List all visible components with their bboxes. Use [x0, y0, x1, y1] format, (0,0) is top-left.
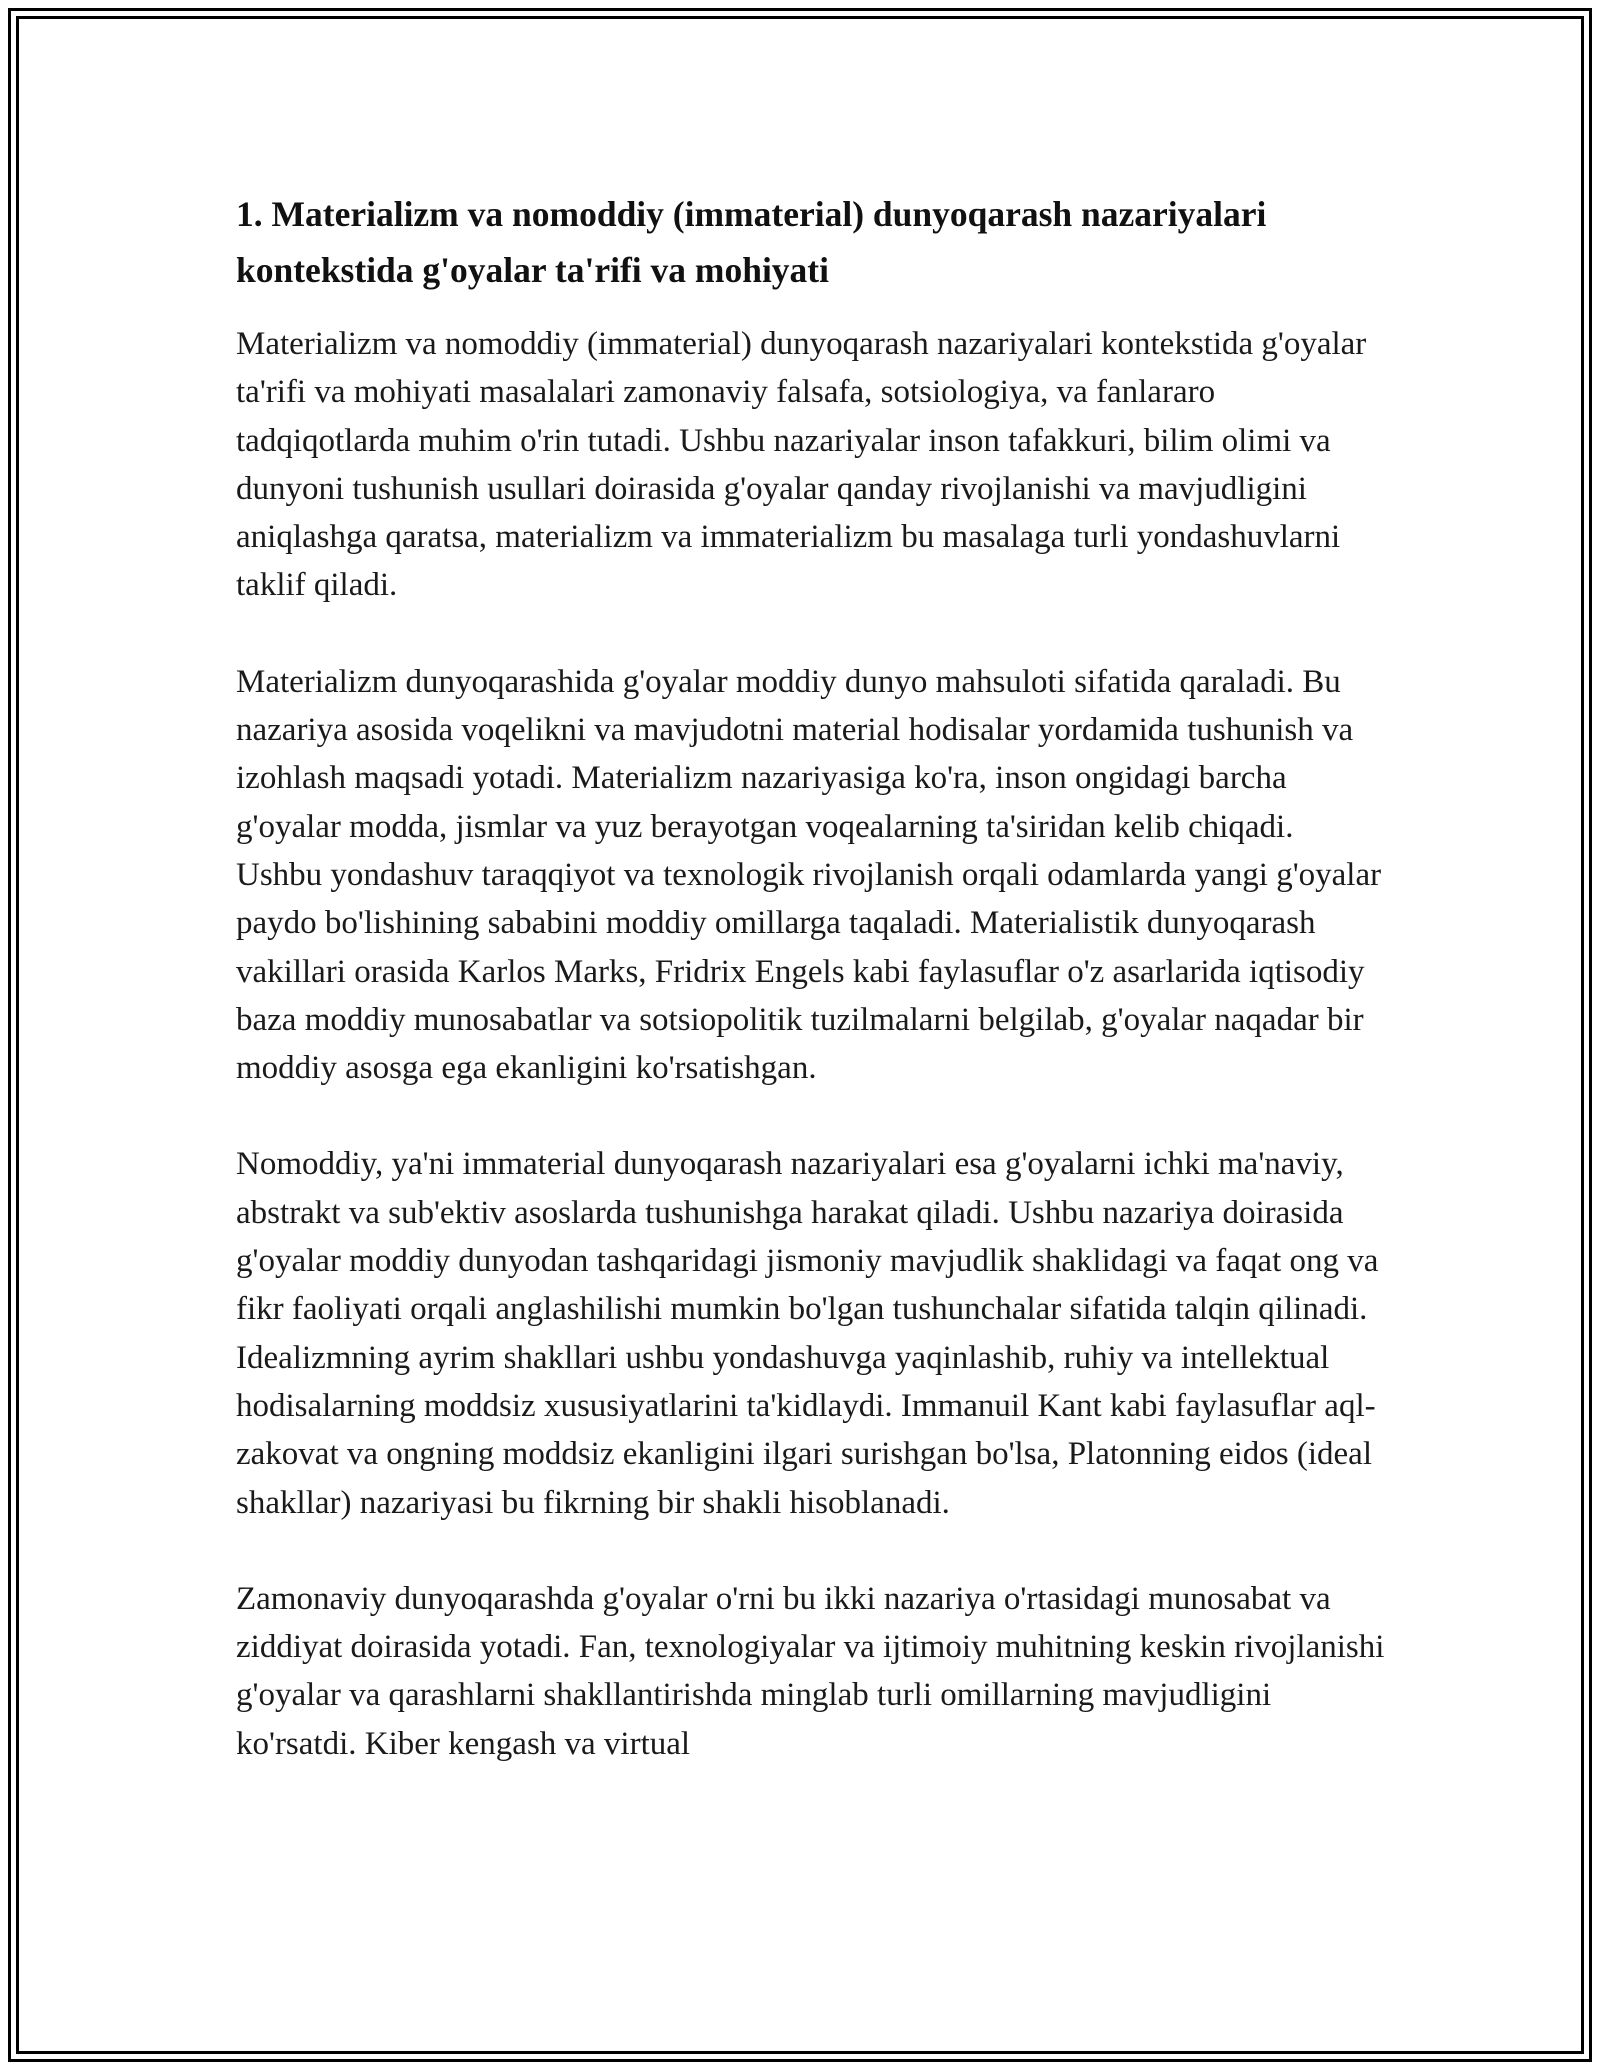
- paragraph-2: Materializm dunyoqarashida g'oyalar moddiy dunyo mahsuloti sifatida qaraladi. Bu nazariya asosida voqelikni va mavjudotni material hodisalar yordamida tushunish va izohlash maqsadi yotadi. Materializm nazariyasiga ko'ra, inson ongidagi barcha g'oyalar modda, jismlar va yuz berayotgan voqealarning ta'siridan kelib chiqadi. Ushbu yondashuv taraqqiyot va texnologik rivojlanish orqali odamlarda yangi g'oyalar paydo bo'lishining sababini moddiy omillarga taqaladi. Materialistik dunyoqarash vakillari orasida Karlos Marks, Fridrix Engels kabi faylasuflar o'z asarlarida iqtisodiy baza moddiy munosabatlar va sotsiopolitik tuzilmalarni belgilab, g'oyalar naqadar bir moddiy asosga ega ekanligini ko'rsatishgan.: [236, 663, 1382, 1087]
- paragraph-1: Materializm va nomoddiy (immaterial) dunyoqarash nazariyalari kontekstida g'oyalar ta'rifi va mohiyati masalalari zamonaviy falsafa, sotsiologiya, va fanlararo tadqiqotlarda muhim o'rin tutadi. Ushbu nazariyalar inson tafakkuri, bilim olimi va dunyoni tushunish usullari doirasida g'oyalar qanday rivojlanishi va mavjudligini aniqlashga qaratsa, materializm va immaterializm bu masalaga turli yondashuvlarni taklif qiladi.: [236, 326, 1367, 604]
- section-heading: 1. Materializm va nomoddiy (immaterial) dunyoqarash nazariyalari kontekstida g'oyalar ta'rifi va mohiyati: [236, 194, 1267, 290]
- document-body: [236, 186, 1386, 1816]
- paragraph-4: Zamonaviy dunyoqarashda g'oyalar o'rni bu ikki nazariya o'rtasidagi munosabat va ziddiyat doirasida yotadi. Fan, texnologiyalar va ijtimoiy muhitning keskin rivojlanishi g'oyalar va qarashlarni shakllantirishda minglab turli omillarning mavjudligini ko'rsatdi. Kiber kengash va virtual: [236, 1580, 1385, 1762]
- paragraph-3: Nomoddiy, ya'ni immaterial dunyoqarash nazariyalari esa g'oyalarni ichki ma'naviy, abstrakt va sub'ektiv asoslarda tushunishga harakat qiladi. Ushbu nazariya doirasida g'oyalar moddiy dunyodan tashqaridagi jismoniy mavjudlik shaklidagi va faqat ong va fikr faoliyati orqali anglashilishi mumkin bo'lgan tushunchalar sifatida talqin qilinadi. Idealizmning ayrim shakllari ushbu yondashuvga yaqinlashib, ruhiy va intellektual hodisalarning moddsiz xususiyatlarini ta'kidlaydi. Immanuil Kant kabi faylasuflar aql-zakovat va ongning moddsiz ekanligini ilgari surishgan bo'lsa, Platonning eidos (ideal shakllar) nazariyasi bu fikrning bir shakli hisoblanadi.: [236, 1146, 1379, 1521]
